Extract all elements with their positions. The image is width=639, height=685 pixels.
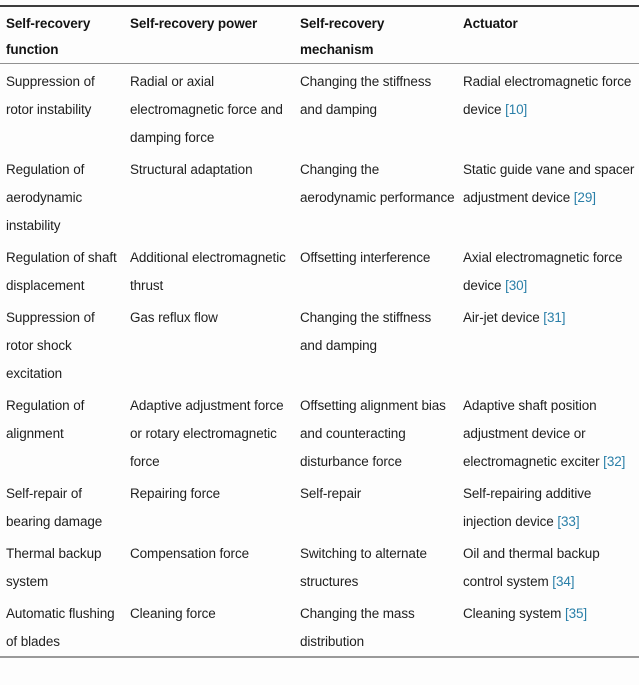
cell-function: Automatic flushing of blades [6, 606, 115, 649]
table-row [0, 300, 639, 388]
table-body [0, 64, 639, 658]
cell-function: Regulation of shaft displacement [6, 250, 117, 293]
actuator-text: Static guide vane and spacer adjustment device [463, 162, 635, 205]
table-row [0, 152, 639, 240]
header-row [0, 6, 639, 64]
col-header-power: Self-recovery power [124, 6, 294, 64]
citation-link[interactable]: [31] [543, 310, 566, 325]
table-row [0, 596, 639, 657]
table-header [0, 6, 639, 64]
table-row [0, 64, 639, 153]
citation-link[interactable]: [29] [573, 190, 596, 205]
cell-function: Suppression of rotor instability [6, 74, 95, 117]
cell-mechanism: Self-repair [300, 486, 362, 501]
cell-power: Compensation force [130, 546, 250, 561]
table-row [0, 536, 639, 596]
cell-function: Thermal backup system [6, 546, 102, 589]
cell-power: Radial or axial electromagnetic force and damping force [130, 74, 283, 145]
cell-actuator [457, 152, 639, 240]
cell-mechanism: Changing the stiffness and damping [300, 310, 432, 353]
cell-actuator [457, 240, 639, 300]
cell-mechanism: Switching to alternate structures [300, 546, 427, 589]
cell-power: Gas reflux flow [130, 310, 218, 325]
table-row [0, 240, 639, 300]
citation-link[interactable]: [33] [557, 514, 580, 529]
citation-link[interactable]: [35] [564, 606, 588, 621]
cell-actuator [457, 536, 639, 596]
actuator-text: Air-jet device [463, 310, 540, 325]
cell-mechanism: Changing the stiffness and damping [300, 74, 432, 117]
cell-actuator [457, 476, 639, 536]
cell-mechanism: Offsetting interference [300, 250, 431, 265]
citation-link[interactable]: [30] [505, 278, 528, 293]
cell-power: Structural adaptation [130, 162, 253, 177]
cell-actuator [457, 388, 639, 476]
actuator-text: Self-repairing additive injection device [463, 486, 592, 529]
cell-function: Self-repair of bearing damage [6, 486, 103, 529]
cell-power: Adaptive adjustment force or rotary electromagnetic force [130, 398, 284, 469]
cell-function: Suppression of rotor shock excitation [6, 310, 95, 381]
citation-link[interactable]: [10] [505, 102, 528, 117]
cell-power: Additional electromagnetic thrust [130, 250, 286, 293]
citation-link[interactable]: [34] [552, 574, 575, 589]
cell-actuator [457, 596, 639, 657]
cell-power: Cleaning force [130, 606, 216, 621]
cell-function: Regulation of aerodynamic instability [6, 162, 85, 233]
cell-mechanism: Changing the aerodynamic performance [300, 162, 455, 205]
col-header-function: Self-recovery function [0, 6, 124, 64]
actuator-text: Axial electromagnetic force device [463, 250, 623, 293]
actuator-text: Adaptive shaft position adjustment device or electromagnetic exciter [463, 398, 600, 469]
actuator-text: Oil and thermal backup control system [463, 546, 600, 589]
cell-actuator [457, 300, 639, 388]
cell-function: Regulation of alignment [6, 398, 85, 441]
table-row [0, 388, 639, 476]
cell-actuator [457, 64, 639, 153]
col-header-actuator: Actuator [457, 6, 639, 64]
col-header-mechanism: Self-recovery mechanism [294, 6, 457, 64]
table-row [0, 476, 639, 536]
actuator-text: Cleaning system [463, 606, 562, 621]
cell-mechanism: Offsetting alignment bias and counteracting disturbance force [300, 398, 446, 469]
citation-link[interactable]: [32] [603, 454, 626, 469]
actuator-text: Radial electromagnetic force device [463, 74, 632, 117]
cell-mechanism: Changing the mass distribution [300, 606, 415, 649]
cell-power: Repairing force [130, 486, 221, 501]
self-recovery-table [0, 5, 639, 658]
